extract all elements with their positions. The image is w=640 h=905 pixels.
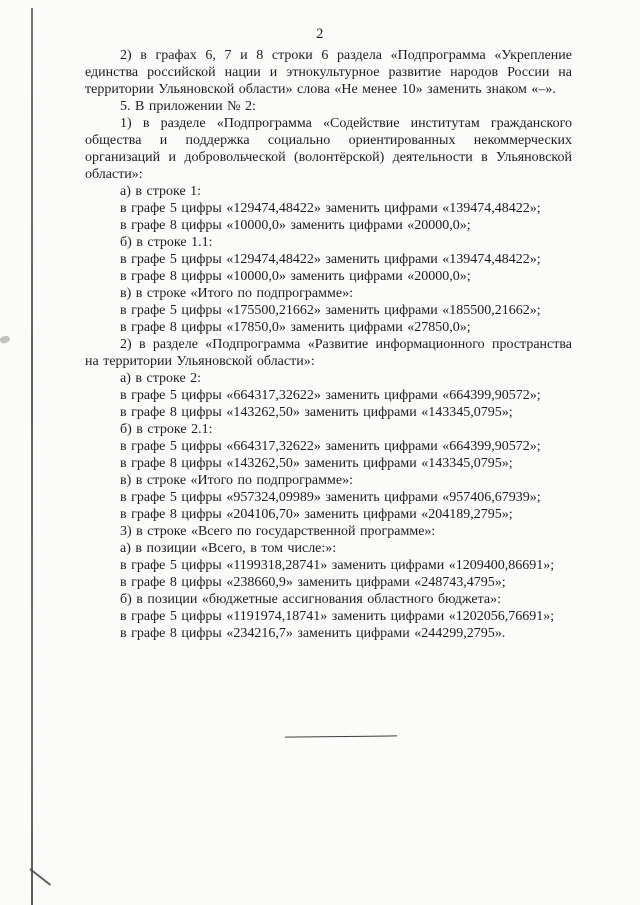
paragraph: в графе 5 цифры «664317,32622» заменить цифрами «664399,90572»; [120,388,541,403]
paragraph: в графе 8 цифры «204106,70» заменить цифрами «204189,2795»; [120,507,513,522]
paragraph: в графе 8 цифры «234216,7» заменить цифрами «244299,2795». [120,626,506,641]
paragraph: в) в строке «Итого по подпрограмме»: [120,473,353,488]
paragraph: в графе 8 цифры «143262,50» заменить цифрами «143345,0795»; [120,405,513,420]
paragraph: в графе 5 цифры «1199318,28741» заменить цифрами «1209400,86691»; [120,558,555,573]
paragraph: в графе 8 цифры «10000,0» заменить цифрами «20000,0»; [120,269,471,284]
scan-edge-line [31,8,33,905]
paragraph: а) в строке 1: [120,184,202,199]
paragraph: б) в позиции «бюджетные ассигнования областного бюджета»: [120,592,502,607]
end-divider-line [285,735,397,737]
paragraph: в графе 8 цифры «10000,0» заменить цифрами «20000,0»; [120,218,471,233]
paragraph: б) в строке 2.1: [120,422,213,437]
paragraph: 2) в графах 6, 7 и 8 строки 6 раздела «Подпрограмма «Укрепление единства российской нации и этнокультурное развитие народов России на территории Ульяновской области» слова «Не менее 10» заменить знаком «–». [85,48,572,97]
paragraph: а) в позиции «Всего, в том числе:»: [120,541,337,556]
paragraph: 1) в разделе «Подпрограмма «Содействие институтам гражданского общества и поддержка социально ориентированных некоммерческих организаций и добровольческой (волонтёрской) деятельности в Ульяновской области»: [85,116,572,182]
paragraph: 5. В приложении № 2: [120,99,256,114]
paragraph: в) в строке «Итого по подпрограмме»: [120,286,353,301]
paragraph: в графе 5 цифры «175500,21662» заменить цифрами «185500,21662»; [120,303,541,318]
scan-smudge-mark [0,335,11,345]
paragraph: в графе 5 цифры «129474,48422» заменить цифрами «139474,48422»; [120,252,541,267]
paragraph: 2) в разделе «Подпрограмма «Развитие информационного пространства на территории Ульяновской области»: [85,337,572,369]
paragraph: в графе 5 цифры «1191974,18741» заменить цифрами «1202056,76691»; [120,609,555,624]
paragraph: в графе 5 цифры «957324,09989» заменить цифрами «957406,67939»; [120,490,541,505]
page-number: 2 [316,26,324,42]
paragraph: в графе 8 цифры «238660,9» заменить цифрами «248743,4795»; [120,575,506,590]
paragraph: в графе 8 цифры «143262,50» заменить цифрами «143345,0795»; [120,456,513,471]
paragraph: 3) в строке «Всего по государственной программе»: [120,524,436,539]
paragraph: б) в строке 1.1: [120,235,213,250]
paragraph: а) в строке 2: [120,371,202,386]
document-body [85,47,572,642]
paragraph: в графе 5 цифры «664317,32622» заменить цифрами «664399,90572»; [120,439,541,454]
paragraph: в графе 5 цифры «129474,48422» заменить цифрами «139474,48422»; [120,201,541,216]
paragraph: в графе 8 цифры «17850,0» заменить цифрами «27850,0»; [120,320,471,335]
